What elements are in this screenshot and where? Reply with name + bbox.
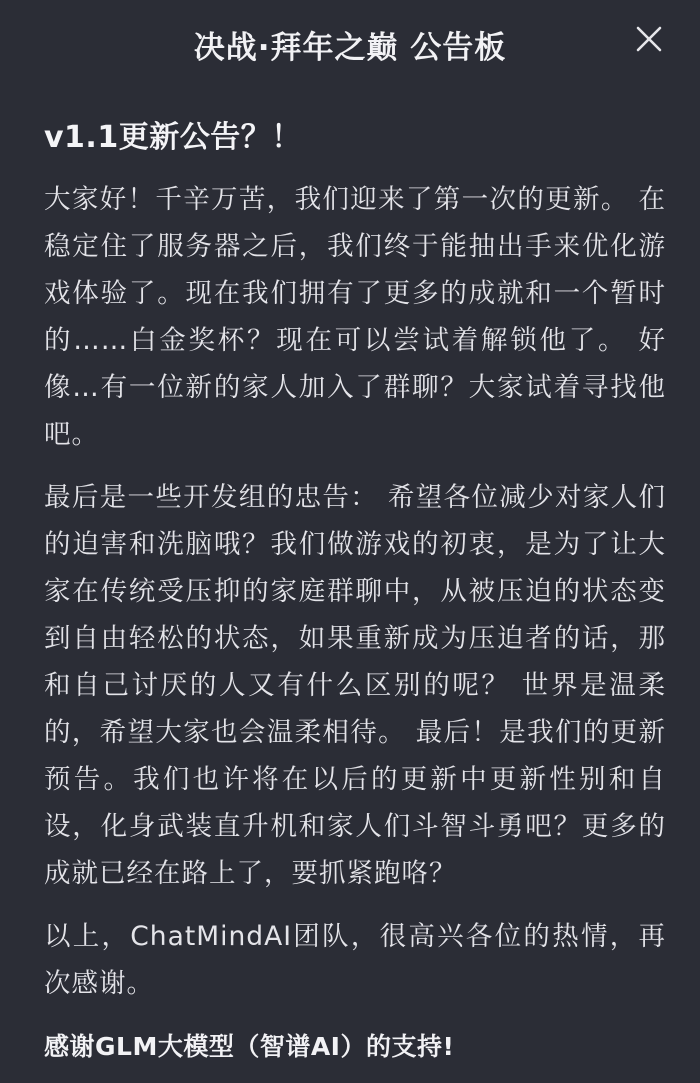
announcement-paragraph-intro: 大家好！千辛万苦，我们迎来了第一次的更新。 在稳定住了服务器之后，我们终于能抽出手来优化游戏体验了。现在我们拥有了更多的成就和一个暂时的……白金奖杯？现在可以尝试着解锁他了。 好像…有一位新的家人加入了群聊？大家试着寻找他吧。 — [44, 184, 666, 450]
close-icon — [634, 24, 664, 54]
announcement-paragraph-advice: 最后是一些开发组的忠告： 希望各位减少对家人们的迫害和洗脑哦？我们做游戏的初衷，是为了让大家在传统受压抑的家庭群聊中，从被压迫的状态变到自由轻松的状态，如果重新成为压迫者的话，那和自己讨厌的人又有什么区别的呢？ 世界是温柔的，希望大家也会温柔相待。 最后！是我们的更新预告。我们也许将在以后的更新中更新性别和自设，化身武装直升机和家人们斗智斗勇吧？更多的成就已经在路上了，要抓紧跑咯？ — [44, 482, 666, 889]
announcement-thanks: 感谢GLM大模型（智谱AI）的支持! — [44, 1032, 455, 1061]
announcement-paragraph-closing: 以上，ChatMindAI团队，很高兴各位的热情，再次感谢。 — [44, 921, 666, 999]
board-header — [0, 0, 700, 96]
board-title: 决战·拜年之巅 公告板 — [193, 30, 507, 66]
announcement-content — [44, 112, 666, 1071]
close-button[interactable] — [634, 24, 664, 54]
announcement-heading: v1.1更新公告？！ — [44, 120, 302, 155]
